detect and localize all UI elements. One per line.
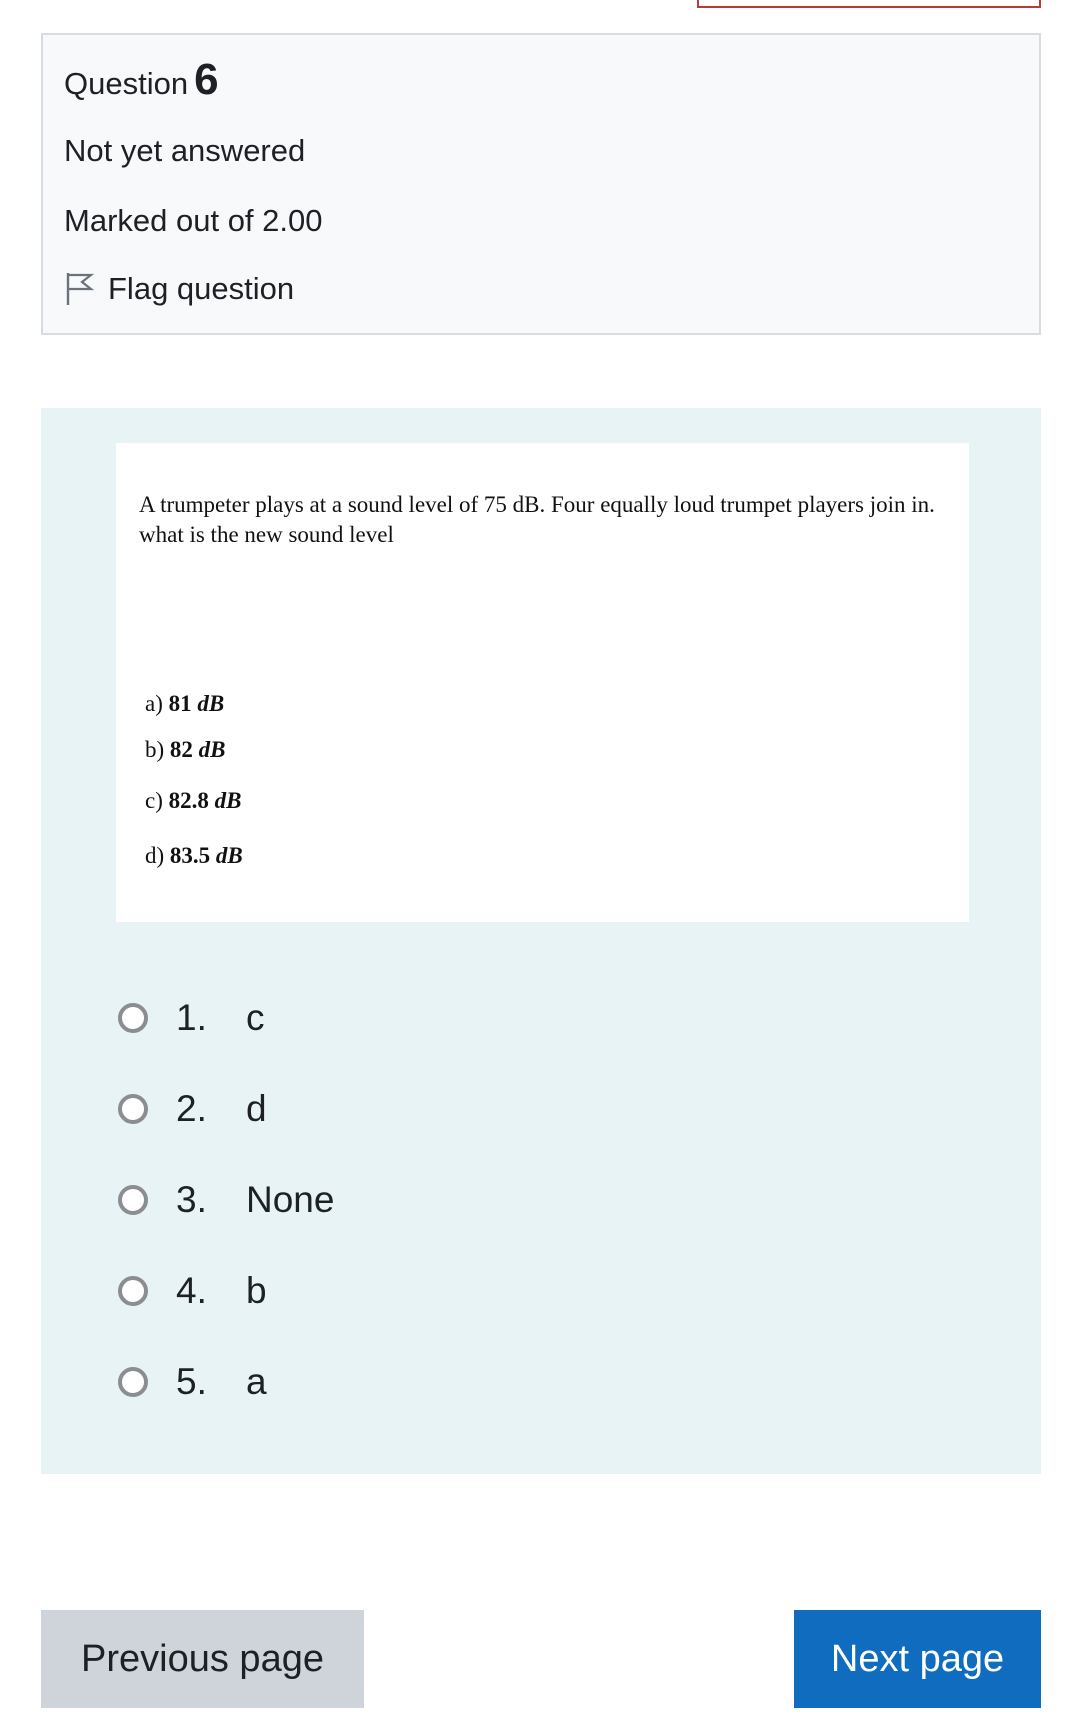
- question-option-a: [145, 691, 224, 717]
- answer-option-2[interactable]: [116, 1079, 267, 1139]
- answer-label: None: [246, 1179, 335, 1220]
- option-unit: dB: [214, 788, 242, 813]
- answer-number: 3.: [176, 1179, 207, 1220]
- previous-question-box-edge: [697, 0, 1041, 8]
- next-page-button[interactable]: Next page: [794, 1610, 1041, 1708]
- radio-button[interactable]: [118, 1367, 148, 1397]
- radio-button[interactable]: [118, 1003, 148, 1033]
- option-value: 82.8: [168, 788, 209, 813]
- answer-number: 4.: [176, 1270, 207, 1311]
- question-image: [116, 443, 969, 922]
- answer-label: d: [246, 1088, 267, 1129]
- question-grade: Marked out of 2.00: [64, 203, 323, 238]
- question-content: [41, 408, 1041, 1474]
- answer-number: 5.: [176, 1361, 207, 1402]
- answer-number: 1.: [176, 997, 207, 1038]
- radio-button[interactable]: [118, 1094, 148, 1124]
- option-letter: a): [145, 691, 163, 716]
- question-info-panel: [41, 33, 1041, 335]
- option-unit: dB: [197, 691, 225, 716]
- answer-label: c: [246, 997, 265, 1038]
- radio-button[interactable]: [118, 1276, 148, 1306]
- answer-label: b: [246, 1270, 267, 1311]
- flag-question-label: Flag question: [108, 271, 295, 306]
- question-label: Question: [64, 66, 189, 101]
- radio-button[interactable]: [118, 1185, 148, 1215]
- option-value: 82: [169, 737, 193, 762]
- question-number: 6: [194, 55, 219, 104]
- option-letter: d): [145, 843, 165, 868]
- answer-number: 2.: [176, 1088, 207, 1129]
- question-option-c: [145, 788, 241, 814]
- answer-option-5[interactable]: [116, 1352, 267, 1412]
- answer-option-4[interactable]: [116, 1261, 267, 1321]
- answer-option-1[interactable]: [116, 988, 265, 1048]
- flag-question-link[interactable]: [64, 271, 294, 307]
- previous-page-button[interactable]: Previous page: [41, 1610, 364, 1708]
- option-letter: b): [145, 737, 165, 762]
- option-value: 81: [168, 691, 192, 716]
- question-text: A trumpeter plays at a sound level of 75 dB. Four equally loud trumpet players join in. what is the new sound level: [139, 492, 935, 547]
- answer-label: a: [246, 1361, 267, 1402]
- answer-option-3[interactable]: [116, 1170, 334, 1230]
- option-unit: dB: [215, 843, 243, 868]
- question-title: [64, 55, 219, 105]
- option-unit: dB: [198, 737, 226, 762]
- question-option-b: [145, 737, 226, 763]
- question-state: Not yet answered: [64, 133, 306, 168]
- flag-icon: [64, 271, 94, 307]
- option-letter: c): [145, 788, 163, 813]
- option-value: 83.5: [169, 843, 211, 868]
- question-option-d: [145, 843, 243, 869]
